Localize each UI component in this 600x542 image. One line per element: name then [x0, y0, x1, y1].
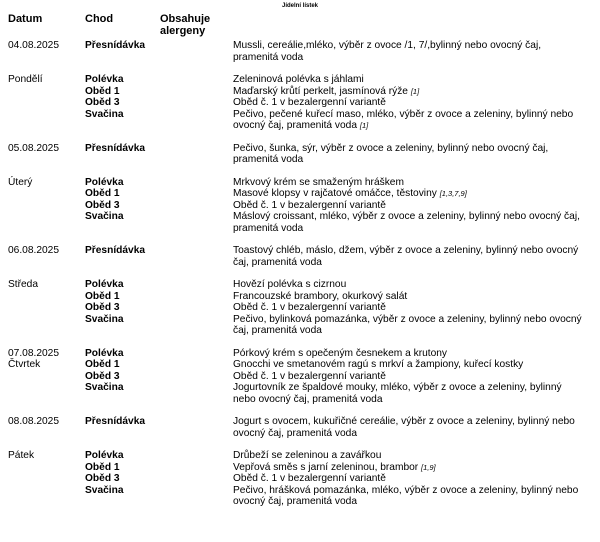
date-cell: Pondělí: [8, 74, 43, 85]
meal-text: Pečivo, bylinková pomazánka, výběr z ovoce a zeleniny, bylinný nebo ovocný čaj, pramenitá voda: [233, 313, 582, 336]
course-cell: Přesnídávka: [85, 142, 146, 154]
meal-text: Jogurtovník ze špaldové mouky, mléko, výběr z ovoce a zeleniny, bylinný nebo ovocný čaj, pramenitá voda: [233, 382, 562, 405]
menu-row: [0, 74, 600, 86]
meal-cell: [233, 177, 585, 189]
menu-row: [0, 40, 600, 63]
course-cell: Oběd 3: [85, 199, 120, 211]
meal-cell: [233, 109, 585, 132]
course-cell: Oběd 1: [85, 359, 120, 370]
menu-row: [0, 291, 600, 303]
meal-text: Oběd č. 1 v bezalergenní variantě: [233, 199, 386, 211]
meal-cell: [233, 302, 585, 314]
meal-cell: [233, 40, 585, 63]
meal-text: Maďarský krůtí perkelt, jasmínová rýže: [233, 85, 408, 97]
menu-row: [0, 462, 600, 474]
meal-text: Zeleninová polévka s jáhlami: [233, 74, 364, 85]
menu-row: [0, 359, 600, 371]
meal-text: Pečivo, pečené kuřecí maso, mléko, výběr z ovoce a zeleniny, bylinný nebo ovocný čaj, pramenitá voda: [233, 108, 574, 131]
date-cell: 07.08.2025: [8, 347, 59, 359]
meal-cell: [233, 200, 585, 212]
meal-cell: [233, 97, 585, 109]
allergen-codes: [1,9]: [421, 462, 436, 472]
course-cell: Polévka: [85, 347, 124, 359]
course-cell: Svačina: [85, 211, 124, 222]
menu-row: [0, 473, 600, 485]
course-cell: Přesnídávka: [85, 416, 146, 427]
course-cell: Polévka: [85, 450, 124, 461]
menu-row: [0, 86, 600, 98]
menu-row: [0, 450, 600, 462]
course-cell: Polévka: [85, 74, 124, 85]
meal-text: Pečivo, hrášková pomazánka, mléko, výběr z ovoce a zeleniny, bylinný nebo ovocný čaj, pramenitá voda: [233, 484, 579, 507]
meal-text: Drůbeží se zeleninou a zavářkou: [233, 450, 382, 461]
day-group: [0, 279, 600, 337]
allergen-codes: [1]: [410, 86, 420, 96]
meal-cell: [233, 348, 585, 360]
meal-text: Hovězí polévka s cizrnou: [233, 279, 347, 290]
menu-row: [0, 188, 600, 200]
allergen-codes: [1]: [359, 121, 369, 130]
header-date: Datum: [8, 13, 43, 25]
meal-text: Oběd č. 1 v bezalergenní variantě: [233, 302, 386, 313]
menu-row: [0, 109, 600, 132]
header-allergens: Obsahuje alergeny: [160, 13, 211, 37]
day-group: [0, 348, 600, 406]
date-cell: Úterý: [8, 176, 33, 188]
day-group: [0, 143, 600, 166]
meal-text: Masové klopsy v rajčatové omáčce, těstoviny: [233, 188, 437, 199]
course-cell: Přesnídávka: [85, 40, 146, 51]
menu-row: [0, 211, 600, 234]
course-cell: Oběd 3: [85, 97, 120, 108]
date-cell: 06.08.2025: [8, 245, 59, 256]
menu-row: [0, 382, 600, 405]
meal-text: Oběd č. 1 v bezalergenní variantě: [233, 97, 386, 108]
meal-cell: [233, 485, 585, 508]
course-cell: Oběd 1: [85, 290, 120, 302]
date-cell: 08.08.2025: [8, 416, 59, 427]
meal-cell: [233, 382, 585, 405]
meal-cell: [233, 462, 585, 474]
date-cell: Středa: [8, 279, 39, 290]
menu-row: [0, 200, 600, 212]
meal-cell: [233, 450, 585, 462]
course-cell: Přesnídávka: [85, 245, 146, 256]
day-group: [0, 416, 600, 439]
day-group: [0, 450, 600, 508]
meal-cell: [233, 473, 585, 485]
course-cell: Oběd 3: [85, 302, 120, 313]
day-group: [0, 177, 600, 235]
date-cell: Čtvrtek: [8, 359, 41, 370]
meal-cell: [233, 143, 585, 166]
menu-row: [0, 416, 600, 439]
menu-row: [0, 348, 600, 360]
menu-row: [0, 143, 600, 166]
menu-table: [0, 40, 600, 519]
course-cell: Polévka: [85, 176, 124, 188]
menu-row: [0, 279, 600, 291]
meal-cell: [233, 371, 585, 383]
meal-cell: [233, 279, 585, 291]
course-cell: Oběd 3: [85, 473, 120, 484]
document-title: Jídelní lístek: [281, 3, 318, 9]
meal-cell: [233, 245, 585, 268]
menu-row: [0, 245, 600, 268]
course-cell: Oběd 3: [85, 370, 120, 382]
meal-text: Jogurt s ovocem, kukuřičné cereálie, výběr z ovoce a zeleniny, bylinný nebo ovocný čaj, pramenitá voda: [233, 416, 575, 439]
day-group: [0, 40, 600, 63]
header-course: Chod: [85, 13, 114, 25]
allergen-codes: [1,3,7,9]: [439, 189, 467, 198]
course-cell: Oběd 1: [85, 85, 120, 97]
date-cell: Pátek: [8, 450, 35, 461]
course-cell: Oběd 1: [85, 188, 120, 199]
menu-row: [0, 97, 600, 109]
menu-row: [0, 177, 600, 189]
menu-row: [0, 371, 600, 383]
meal-cell: [233, 86, 585, 98]
meal-text: Mussli, cereálie,mléko, výběr z ovoce /1, 7/,bylinný nebo ovocný čaj, pramenitá voda: [233, 40, 542, 63]
course-cell: Svačina: [85, 484, 124, 496]
meal-text: Mrkvový krém se smaženým hráškem: [233, 176, 404, 188]
meal-cell: [233, 314, 585, 337]
menu-row: [0, 314, 600, 337]
meal-text: Máslový croissant, mléko, výběr z ovoce a zeleniny, bylinný nebo ovocný čaj, pramenitá voda: [233, 211, 580, 234]
course-cell: Svačina: [85, 313, 124, 325]
day-group: [0, 74, 600, 132]
meal-cell: [233, 416, 585, 439]
meal-cell: [233, 74, 585, 86]
meal-text: Francouzské brambory, okurkový salát: [233, 290, 408, 302]
meal-text: Pórkový krém s opečeným česnekem a krutony: [233, 347, 448, 359]
meal-text: Oběd č. 1 v bezalergenní variantě: [233, 370, 386, 382]
course-cell: Svačina: [85, 108, 124, 120]
course-cell: Polévka: [85, 279, 124, 290]
meal-text: Oběd č. 1 v bezalergenní variantě: [233, 473, 386, 484]
date-cell: 04.08.2025: [8, 40, 59, 51]
meal-cell: [233, 188, 585, 200]
menu-row: [0, 485, 600, 508]
meal-text: Pečivo, šunka, sýr, výběr z ovoce a zeleniny, bylinný nebo ovocný čaj, pramenitá voda: [233, 142, 549, 165]
meal-cell: [233, 211, 585, 234]
course-cell: Svačina: [85, 382, 124, 393]
meal-cell: [233, 359, 585, 371]
course-cell: Oběd 1: [85, 461, 120, 473]
meal-text: Gnocchi ve smetanovém ragú s mrkví a žampiony, kuřecí kostky: [233, 359, 524, 370]
menu-row: [0, 302, 600, 314]
date-cell: 05.08.2025: [8, 142, 59, 154]
day-group: [0, 245, 600, 268]
meal-text: Vepřová směs s jarní zeleninou, brambor: [233, 461, 419, 473]
meal-text: Toastový chléb, máslo, džem, výběr z ovoce a zeleniny, bylinný nebo ovocný čaj, pramenitá voda: [233, 245, 579, 268]
meal-cell: [233, 291, 585, 303]
